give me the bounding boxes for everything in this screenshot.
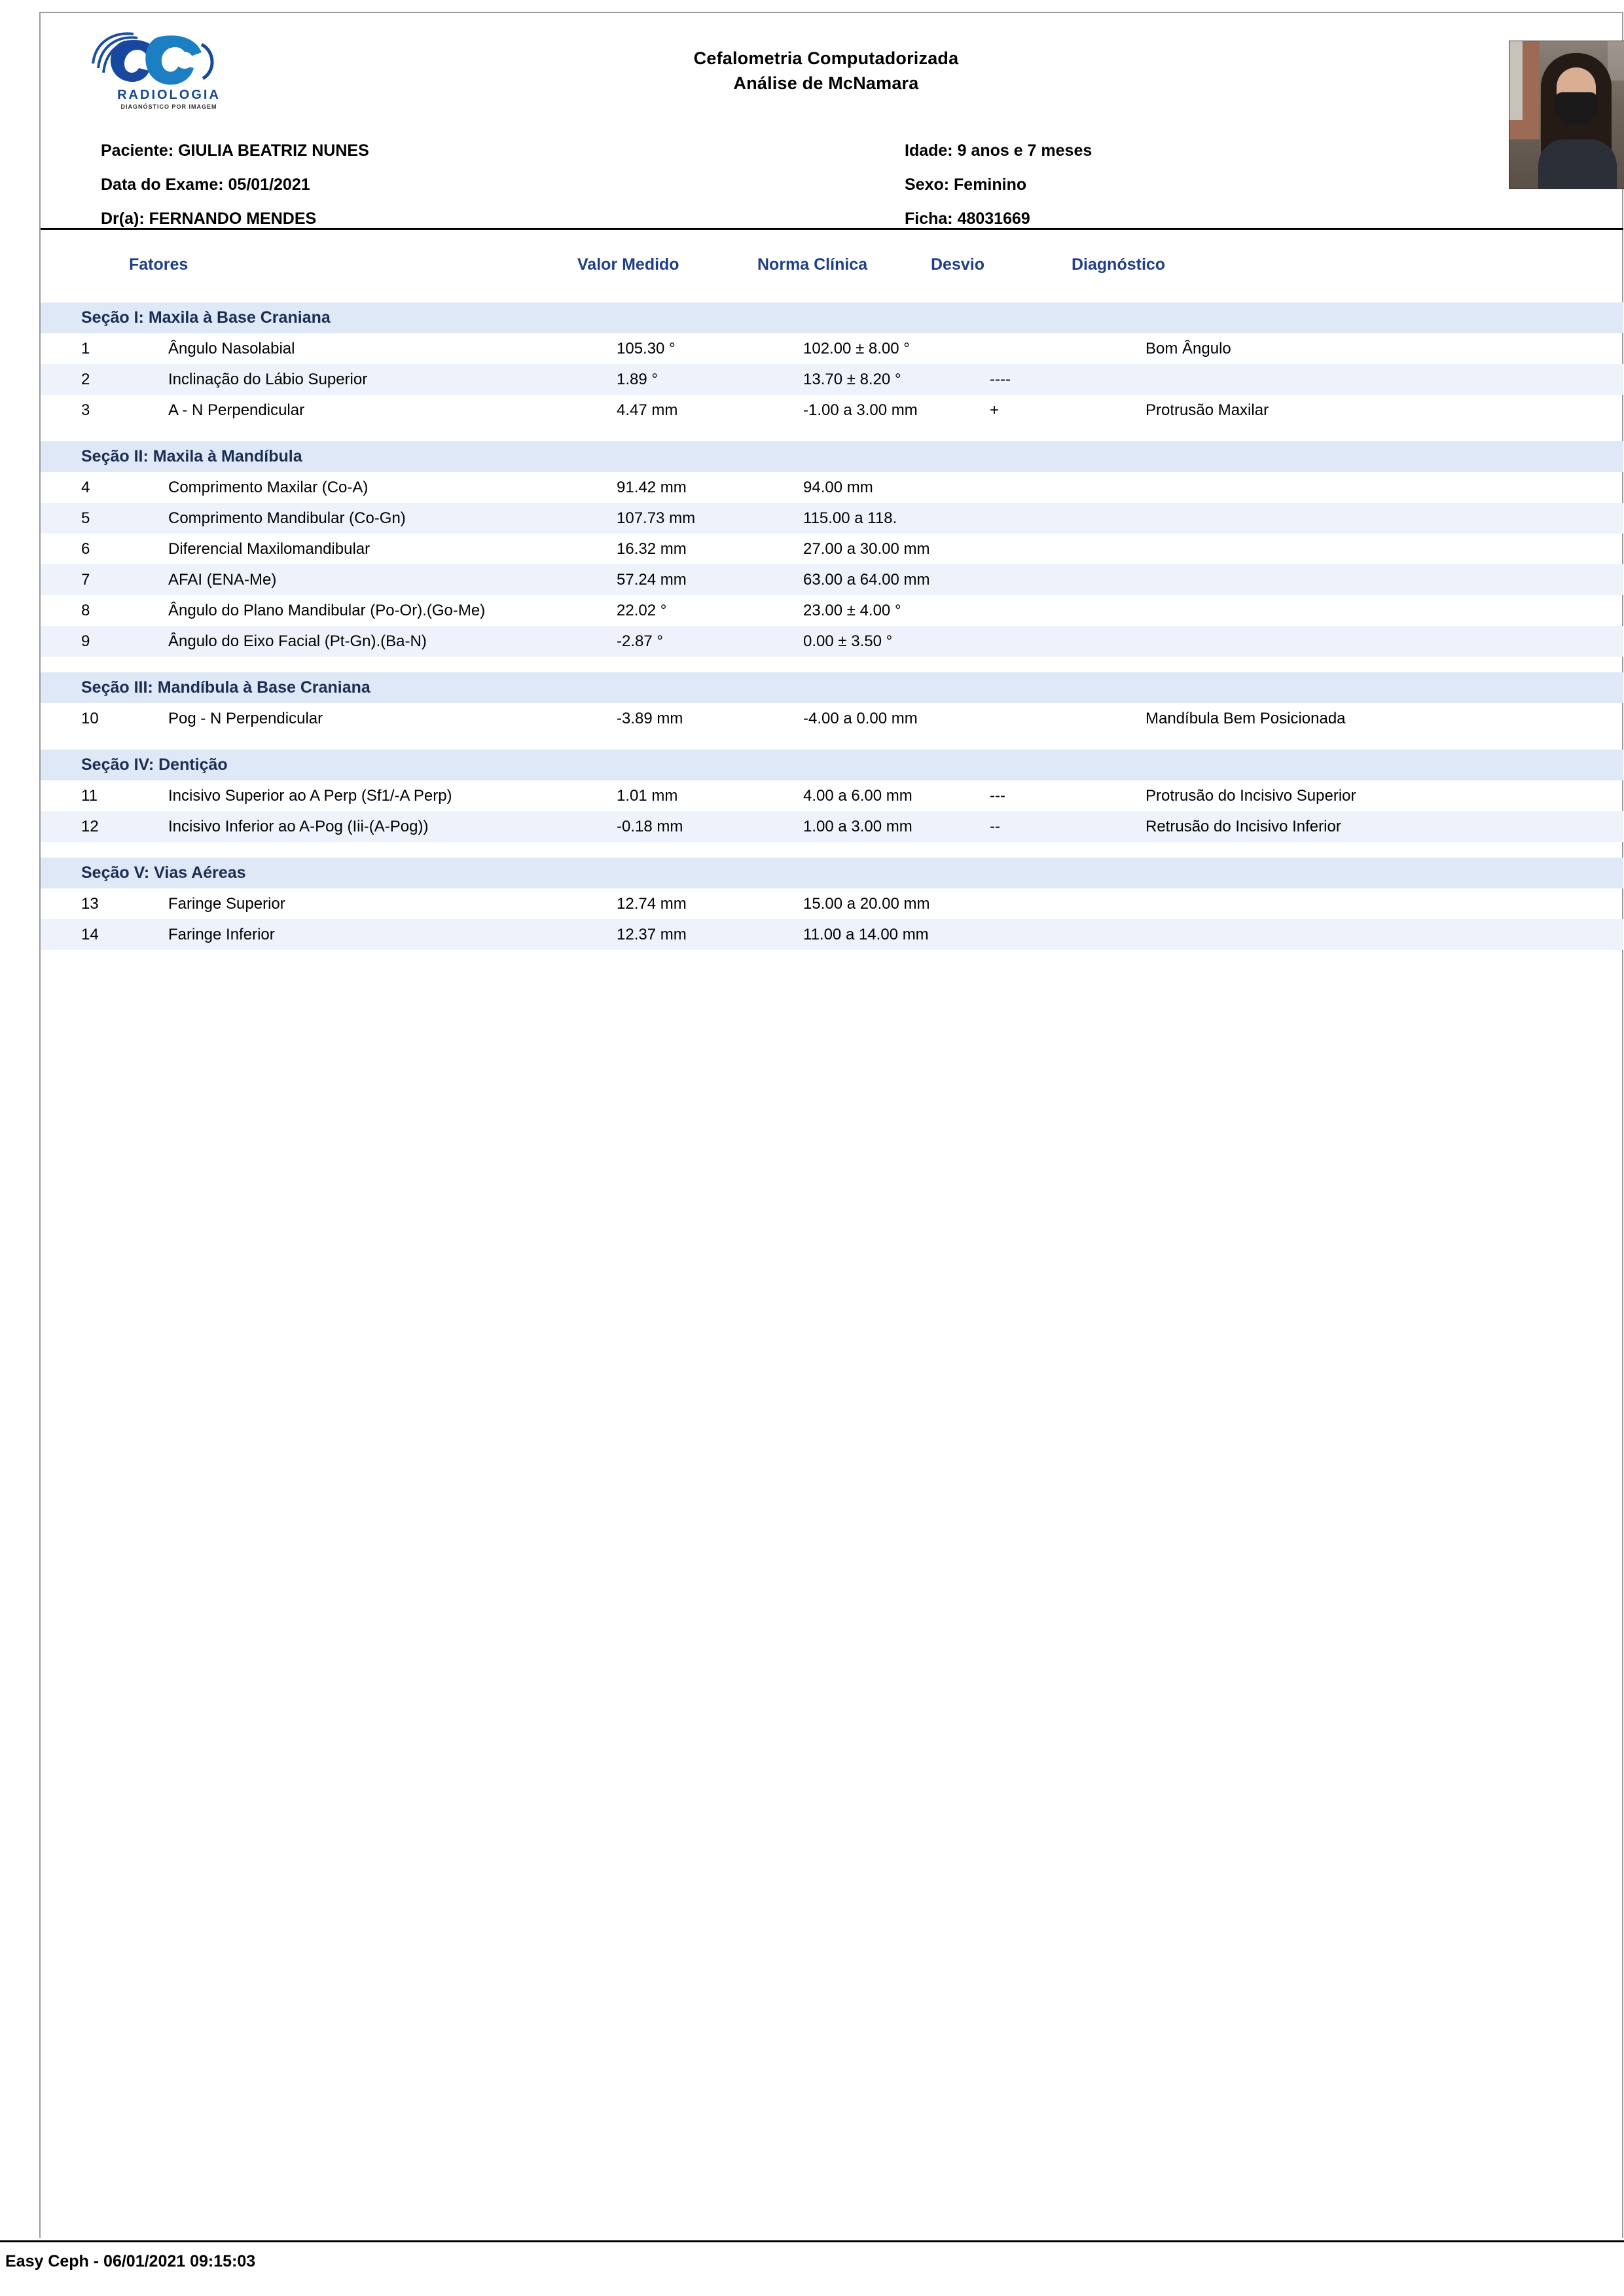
table-row <box>41 595 1623 626</box>
patient-name: Paciente: GIULIA BEATRIZ NUNES <box>101 141 369 160</box>
table-row <box>41 564 1623 595</box>
row-deviation: --- <box>990 787 1005 805</box>
footer-timestamp: Easy Ceph - 06/01/2021 09:15:03 <box>5 2252 256 2270</box>
section-title: Seção I: Maxila à Base Craniana <box>81 308 331 327</box>
photo-door-frame <box>1509 41 1523 120</box>
row-number: 4 <box>81 479 90 496</box>
row-number: 12 <box>81 818 99 835</box>
logo-dot <box>176 52 193 69</box>
row-measured-value: 22.02 ° <box>617 602 667 619</box>
row-clinical-norm: 11.00 a 14.00 mm <box>803 926 929 943</box>
section-header <box>41 858 1623 888</box>
row-number: 13 <box>81 895 99 913</box>
row-measured-value: -3.89 mm <box>617 710 683 727</box>
section-header <box>41 441 1623 472</box>
row-factor: Ângulo Nasolabial <box>168 340 295 357</box>
clinic-logo <box>86 27 237 113</box>
photo-highlight <box>1608 41 1624 81</box>
row-number: 2 <box>81 371 90 388</box>
row-clinical-norm: -4.00 a 0.00 mm <box>803 710 918 727</box>
row-measured-value: 16.32 mm <box>617 540 687 558</box>
row-deviation: ---- <box>990 371 1011 388</box>
column-header-norm: Norma Clínica <box>757 255 868 274</box>
doctor-name: Dr(a): FERNANDO MENDES <box>101 210 317 228</box>
table-row <box>41 919 1623 950</box>
row-factor: Faringe Inferior <box>168 926 275 943</box>
row-diagnosis: Protrusão Maxilar <box>1146 401 1269 419</box>
row-factor: Diferencial Maxilomandibular <box>168 540 370 558</box>
row-measured-value: -0.18 mm <box>617 818 683 835</box>
column-header-diagnosis: Diagnóstico <box>1072 255 1166 274</box>
row-clinical-norm: 15.00 a 20.00 mm <box>803 895 930 913</box>
row-number: 7 <box>81 571 90 589</box>
row-clinical-norm: 13.70 ± 8.20 ° <box>803 371 901 388</box>
row-factor: Pog - N Perpendicular <box>168 710 323 727</box>
row-clinical-norm: 94.00 mm <box>803 479 873 496</box>
logo-subtext: DIAGNÓSTICO POR IMAGEM <box>120 103 217 110</box>
column-header-factor: Fatores <box>129 255 189 274</box>
row-factor: A - N Perpendicular <box>168 401 305 419</box>
header-divider <box>41 228 1623 230</box>
row-deviation: -- <box>990 818 1000 835</box>
row-measured-value: -2.87 ° <box>617 632 663 650</box>
row-clinical-norm: 23.00 ± 4.00 ° <box>803 602 901 619</box>
table-row <box>41 395 1623 426</box>
patient-sex: Sexo: Feminino <box>905 175 1027 194</box>
row-number: 6 <box>81 540 90 558</box>
row-number: 1 <box>81 340 90 357</box>
patient-age: Idade: 9 anos e 7 meses <box>905 141 1092 160</box>
section-title: Seção IV: Dentição <box>81 756 228 774</box>
row-measured-value: 57.24 mm <box>617 571 687 589</box>
logo-text: RADIOLOGIA <box>117 88 221 102</box>
table-row <box>41 333 1623 364</box>
row-factor: Incisivo Superior ao A Perp (Sf1/-A Perp) <box>168 787 452 805</box>
row-number: 5 <box>81 509 90 527</box>
row-number: 14 <box>81 926 99 943</box>
logo-letter-c-inner <box>145 35 202 84</box>
table-row <box>41 626 1623 657</box>
row-factor: AFAI (ENA-Me) <box>168 571 277 589</box>
photo-face-mask <box>1555 92 1597 124</box>
table-row <box>41 364 1623 395</box>
row-factor: Comprimento Mandibular (Co-Gn) <box>168 509 406 527</box>
table-row <box>41 503 1623 534</box>
row-factor: Ângulo do Plano Mandibular (Po-Or).(Go-Me) <box>168 602 486 619</box>
logo-arc <box>202 45 212 79</box>
row-clinical-norm: -1.00 a 3.00 mm <box>803 401 918 419</box>
row-deviation: + <box>990 401 1000 419</box>
row-measured-value: 1.01 mm <box>617 787 678 805</box>
exam-date: Data do Exame: 05/01/2021 <box>101 175 310 194</box>
logo-swoosh-icon <box>86 27 237 92</box>
row-clinical-norm: 1.00 a 3.00 mm <box>803 818 912 835</box>
row-number: 9 <box>81 632 90 650</box>
row-clinical-norm: 4.00 a 6.00 mm <box>803 787 912 805</box>
row-factor: Faringe Superior <box>168 895 285 913</box>
report-header <box>41 13 1622 228</box>
row-factor: Inclinação do Lábio Superior <box>168 371 368 388</box>
patient-record: Ficha: 48031669 <box>905 210 1030 228</box>
row-clinical-norm: 102.00 ± 8.00 ° <box>803 340 910 357</box>
row-diagnosis: Mandíbula Bem Posicionada <box>1146 710 1346 727</box>
row-number: 8 <box>81 602 90 619</box>
section-header <box>41 750 1623 780</box>
report-title <box>499 46 1153 96</box>
row-clinical-norm: 63.00 a 64.00 mm <box>803 571 930 589</box>
row-factor: Ângulo do Eixo Facial (Pt-Gn).(Ba-N) <box>168 632 427 650</box>
section-header <box>41 672 1623 703</box>
row-number: 3 <box>81 401 90 419</box>
section-title: Seção V: Vias Aéreas <box>81 864 246 882</box>
row-measured-value: 1.89 ° <box>617 371 658 388</box>
footer-divider <box>0 2240 1624 2242</box>
row-number: 10 <box>81 710 99 727</box>
report-title-line1: Cefalometria Computadorizada <box>693 48 959 68</box>
row-clinical-norm: 27.00 a 30.00 mm <box>803 540 930 558</box>
column-header-measured: Valor Medido <box>577 255 679 274</box>
row-factor: Comprimento Maxilar (Co-A) <box>168 479 369 496</box>
row-measured-value: 107.73 mm <box>617 509 696 527</box>
table-row <box>41 703 1623 734</box>
row-measured-value: 91.42 mm <box>617 479 687 496</box>
row-measured-value: 12.37 mm <box>617 926 687 943</box>
report-title-line2: Análise de McNamara <box>733 73 919 93</box>
table-row <box>41 888 1623 919</box>
row-measured-value: 105.30 ° <box>617 340 676 357</box>
photo-torso <box>1538 139 1617 189</box>
section-header <box>41 302 1623 333</box>
row-measured-value: 4.47 mm <box>617 401 678 419</box>
row-number: 11 <box>81 787 98 805</box>
table-row <box>41 780 1623 811</box>
table-row <box>41 472 1623 503</box>
row-diagnosis: Protrusão do Incisivo Superior <box>1146 787 1356 805</box>
row-factor: Incisivo Inferior ao A-Pog (Iii-(A-Pog)) <box>168 818 429 835</box>
section-title: Seção II: Maxila à Mandíbula <box>81 447 302 465</box>
table-row <box>41 811 1623 842</box>
row-clinical-norm: 115.00 a 118. <box>803 509 897 527</box>
column-header-deviation: Desvio <box>931 255 984 274</box>
row-diagnosis: Retrusão do Incisivo Inferior <box>1146 818 1341 835</box>
row-diagnosis: Bom Ângulo <box>1146 340 1231 357</box>
table-row <box>41 534 1623 564</box>
patient-photo <box>1509 41 1624 189</box>
section-title: Seção III: Mandíbula à Base Craniana <box>81 678 370 697</box>
row-clinical-norm: 0.00 ± 3.50 ° <box>803 632 893 650</box>
row-measured-value: 12.74 mm <box>617 895 687 913</box>
